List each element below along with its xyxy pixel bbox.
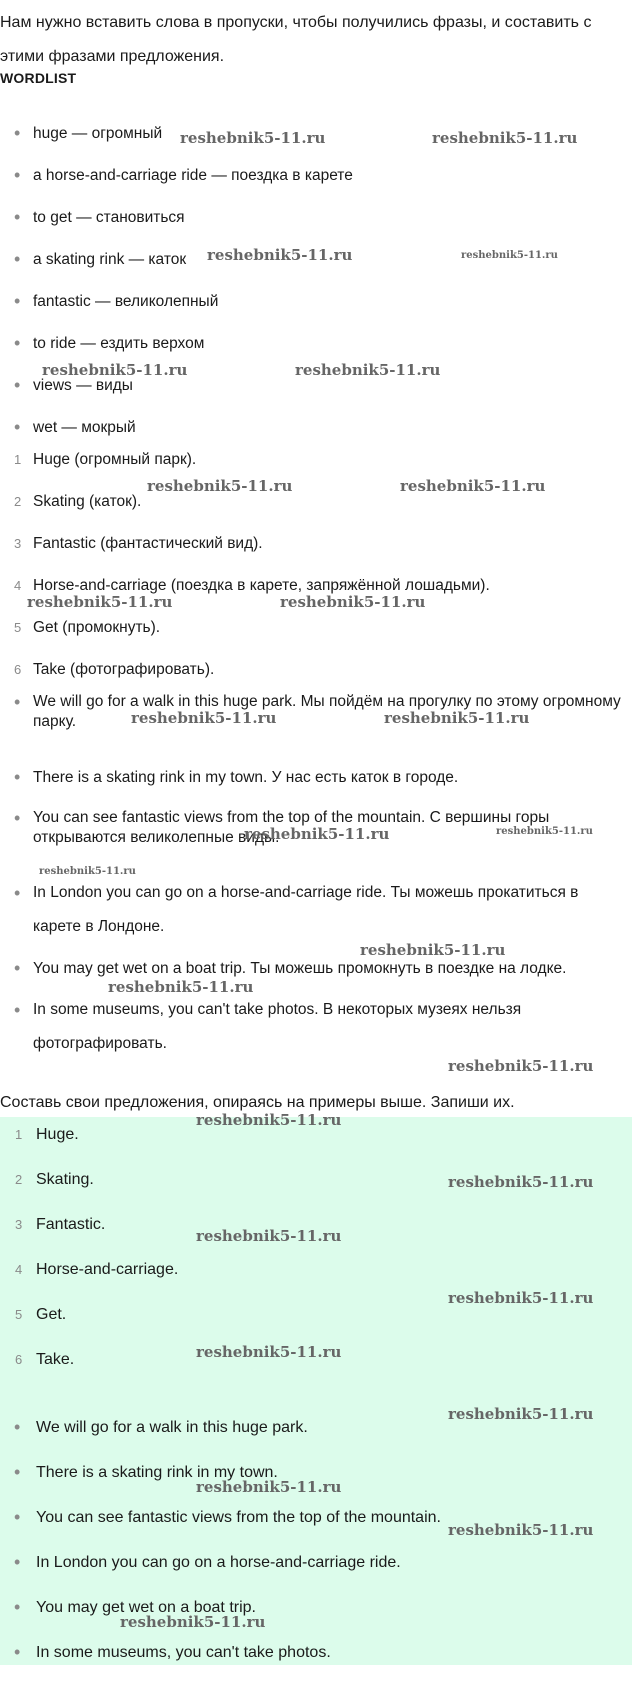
- wordlist-entry: to ride — ездить верхом: [33, 335, 205, 352]
- watermark: reshebnik5-11.ru: [196, 1111, 342, 1129]
- wordlist-entry: huge — огромный: [33, 125, 163, 142]
- watermark: reshebnik5-11.ru: [196, 1343, 342, 1361]
- bullet-icon: •: [14, 1507, 21, 1527]
- answer-text: Fantastic.: [36, 1216, 106, 1233]
- watermark: reshebnik5-11.ru: [295, 361, 441, 379]
- watermark: reshebnik5-11.ru: [400, 477, 546, 495]
- answer-box: [0, 1117, 632, 1665]
- watermark: reshebnik5-11.ru: [207, 246, 353, 264]
- bullet-icon: •: [14, 692, 21, 712]
- bullet-icon: •: [14, 808, 21, 828]
- watermark: reshebnik5-11.ru: [448, 1521, 594, 1539]
- answer-text: Horse-and-carriage.: [36, 1261, 179, 1278]
- bullet-icon: •: [14, 767, 21, 787]
- item-number: 2: [15, 1172, 23, 1187]
- answer-text: Huge (огромный парк).: [33, 451, 197, 468]
- wordlist-heading: WORDLIST: [0, 70, 77, 86]
- answer-text: Huge.: [36, 1126, 79, 1143]
- watermark: reshebnik5-11.ru: [448, 1173, 594, 1191]
- bullet-icon: •: [14, 883, 21, 903]
- watermark: reshebnik5-11.ru: [39, 866, 136, 877]
- answer-text: Get.: [36, 1306, 67, 1323]
- watermark: reshebnik5-11.ru: [196, 1227, 342, 1245]
- item-number: 1: [15, 1127, 23, 1142]
- watermark: reshebnik5-11.ru: [432, 129, 578, 147]
- wordlist-entry: a skating rink — каток: [33, 251, 187, 268]
- bullet-icon: •: [14, 249, 21, 269]
- item-number: 5: [15, 1307, 23, 1322]
- item-number: 6: [14, 662, 22, 677]
- sentence-text: In some museums, you can't take photos. В некоторых музеях нельзя фотографировать.: [33, 1001, 522, 1052]
- bullet-icon: •: [14, 958, 21, 978]
- wordlist-entry: wet — мокрый: [33, 419, 136, 436]
- watermark: reshebnik5-11.ru: [384, 709, 530, 727]
- sentence-text: There is a skating rink in my town. У нас есть каток в городе.: [33, 769, 459, 786]
- item-number: 5: [14, 620, 22, 635]
- wordlist-entry: fantastic — великолепный: [33, 293, 219, 310]
- watermark: reshebnik5-11.ru: [360, 941, 506, 959]
- bullet-icon: •: [14, 123, 21, 143]
- answer-text: Take (фотографировать).: [33, 661, 215, 678]
- item-number: 1: [14, 452, 22, 467]
- answer-text: Get (промокнуть).: [33, 619, 161, 636]
- watermark: reshebnik5-11.ru: [42, 361, 188, 379]
- watermark: reshebnik5-11.ru: [280, 593, 426, 611]
- item-number: 4: [14, 578, 22, 593]
- watermark: reshebnik5-11.ru: [448, 1405, 594, 1423]
- bullet-icon: •: [14, 1597, 21, 1617]
- answer-text: Horse-and-carriage (поездка в карете, запряжённой лошадьми).: [33, 577, 490, 594]
- watermark: reshebnik5-11.ru: [180, 129, 326, 147]
- bullet-icon: •: [14, 333, 21, 353]
- wordlist-entry: to get — становиться: [33, 209, 185, 226]
- sentence-text: In London you can go on a horse-and-carriage ride. Ты можешь прокатиться в карете в Лондоне.: [33, 884, 579, 935]
- answer-text: Take.: [36, 1351, 75, 1368]
- watermark: reshebnik5-11.ru: [196, 1478, 342, 1496]
- item-number: 3: [15, 1217, 23, 1232]
- wordlist-entry: a horse-and-carriage ride — поездка в карете: [33, 167, 353, 184]
- item-number: 6: [15, 1352, 23, 1367]
- item-number: 4: [15, 1262, 23, 1277]
- bullet-icon: •: [14, 1552, 21, 1572]
- watermark: reshebnik5-11.ru: [120, 1613, 266, 1631]
- outro-text: Составь свои предложения, опираясь на примеры выше. Запиши их.: [0, 1094, 515, 1111]
- watermark: reshebnik5-11.ru: [27, 593, 173, 611]
- bullet-icon: •: [14, 291, 21, 311]
- sentence-text: You may get wet on a boat trip.: [36, 1599, 256, 1616]
- intro-text: Нам нужно вставить слова в пропуски, чтобы получились фразы, и составить с этими фразами предложения.: [0, 14, 592, 65]
- watermark: reshebnik5-11.ru: [448, 1289, 594, 1307]
- sentence-text: You may get wet on a boat trip. Ты можешь промокнуть в поездке на лодке.: [33, 960, 567, 977]
- watermark: reshebnik5-11.ru: [108, 978, 254, 996]
- watermark: reshebnik5-11.ru: [244, 825, 390, 843]
- bullet-icon: •: [14, 1642, 21, 1662]
- sentence-text: In London you can go on a horse-and-carriage ride.: [36, 1554, 401, 1571]
- item-number: 2: [14, 494, 22, 509]
- watermark: reshebnik5-11.ru: [131, 709, 277, 727]
- bullet-icon: •: [14, 1462, 21, 1482]
- watermark: reshebnik5-11.ru: [448, 1057, 594, 1075]
- wordlist-entry: views — виды: [33, 377, 133, 394]
- answer-text: Fantastic (фантастический вид).: [33, 535, 263, 552]
- sentence-text: There is a skating rink in my town.: [36, 1464, 278, 1481]
- bullet-icon: •: [14, 1417, 21, 1437]
- sentence-text: You can see fantastic views from the top of the mountain.: [36, 1509, 441, 1526]
- bullet-icon: •: [14, 1000, 21, 1020]
- watermark: reshebnik5-11.ru: [461, 250, 558, 261]
- answer-text: Skating (каток).: [33, 493, 142, 510]
- watermark: reshebnik5-11.ru: [496, 826, 593, 837]
- sentence-text: You can see fantastic views from the top of the mountain. С вершины горы открываются великолепные виды.: [33, 809, 550, 846]
- bullet-icon: •: [14, 165, 21, 185]
- sentence-text: In some museums, you can't take photos.: [36, 1644, 331, 1661]
- answer-text: Skating.: [36, 1171, 94, 1188]
- watermark: reshebnik5-11.ru: [147, 477, 293, 495]
- bullet-icon: •: [14, 417, 21, 437]
- item-number: 3: [14, 536, 22, 551]
- bullet-icon: •: [14, 375, 21, 395]
- sentence-text: We will go for a walk in this huge park.: [36, 1419, 308, 1436]
- bullet-icon: •: [14, 207, 21, 227]
- sentence-text: We will go for a walk in this huge park. Мы пойдём на прогулку по этому огромному парку.: [33, 693, 621, 730]
